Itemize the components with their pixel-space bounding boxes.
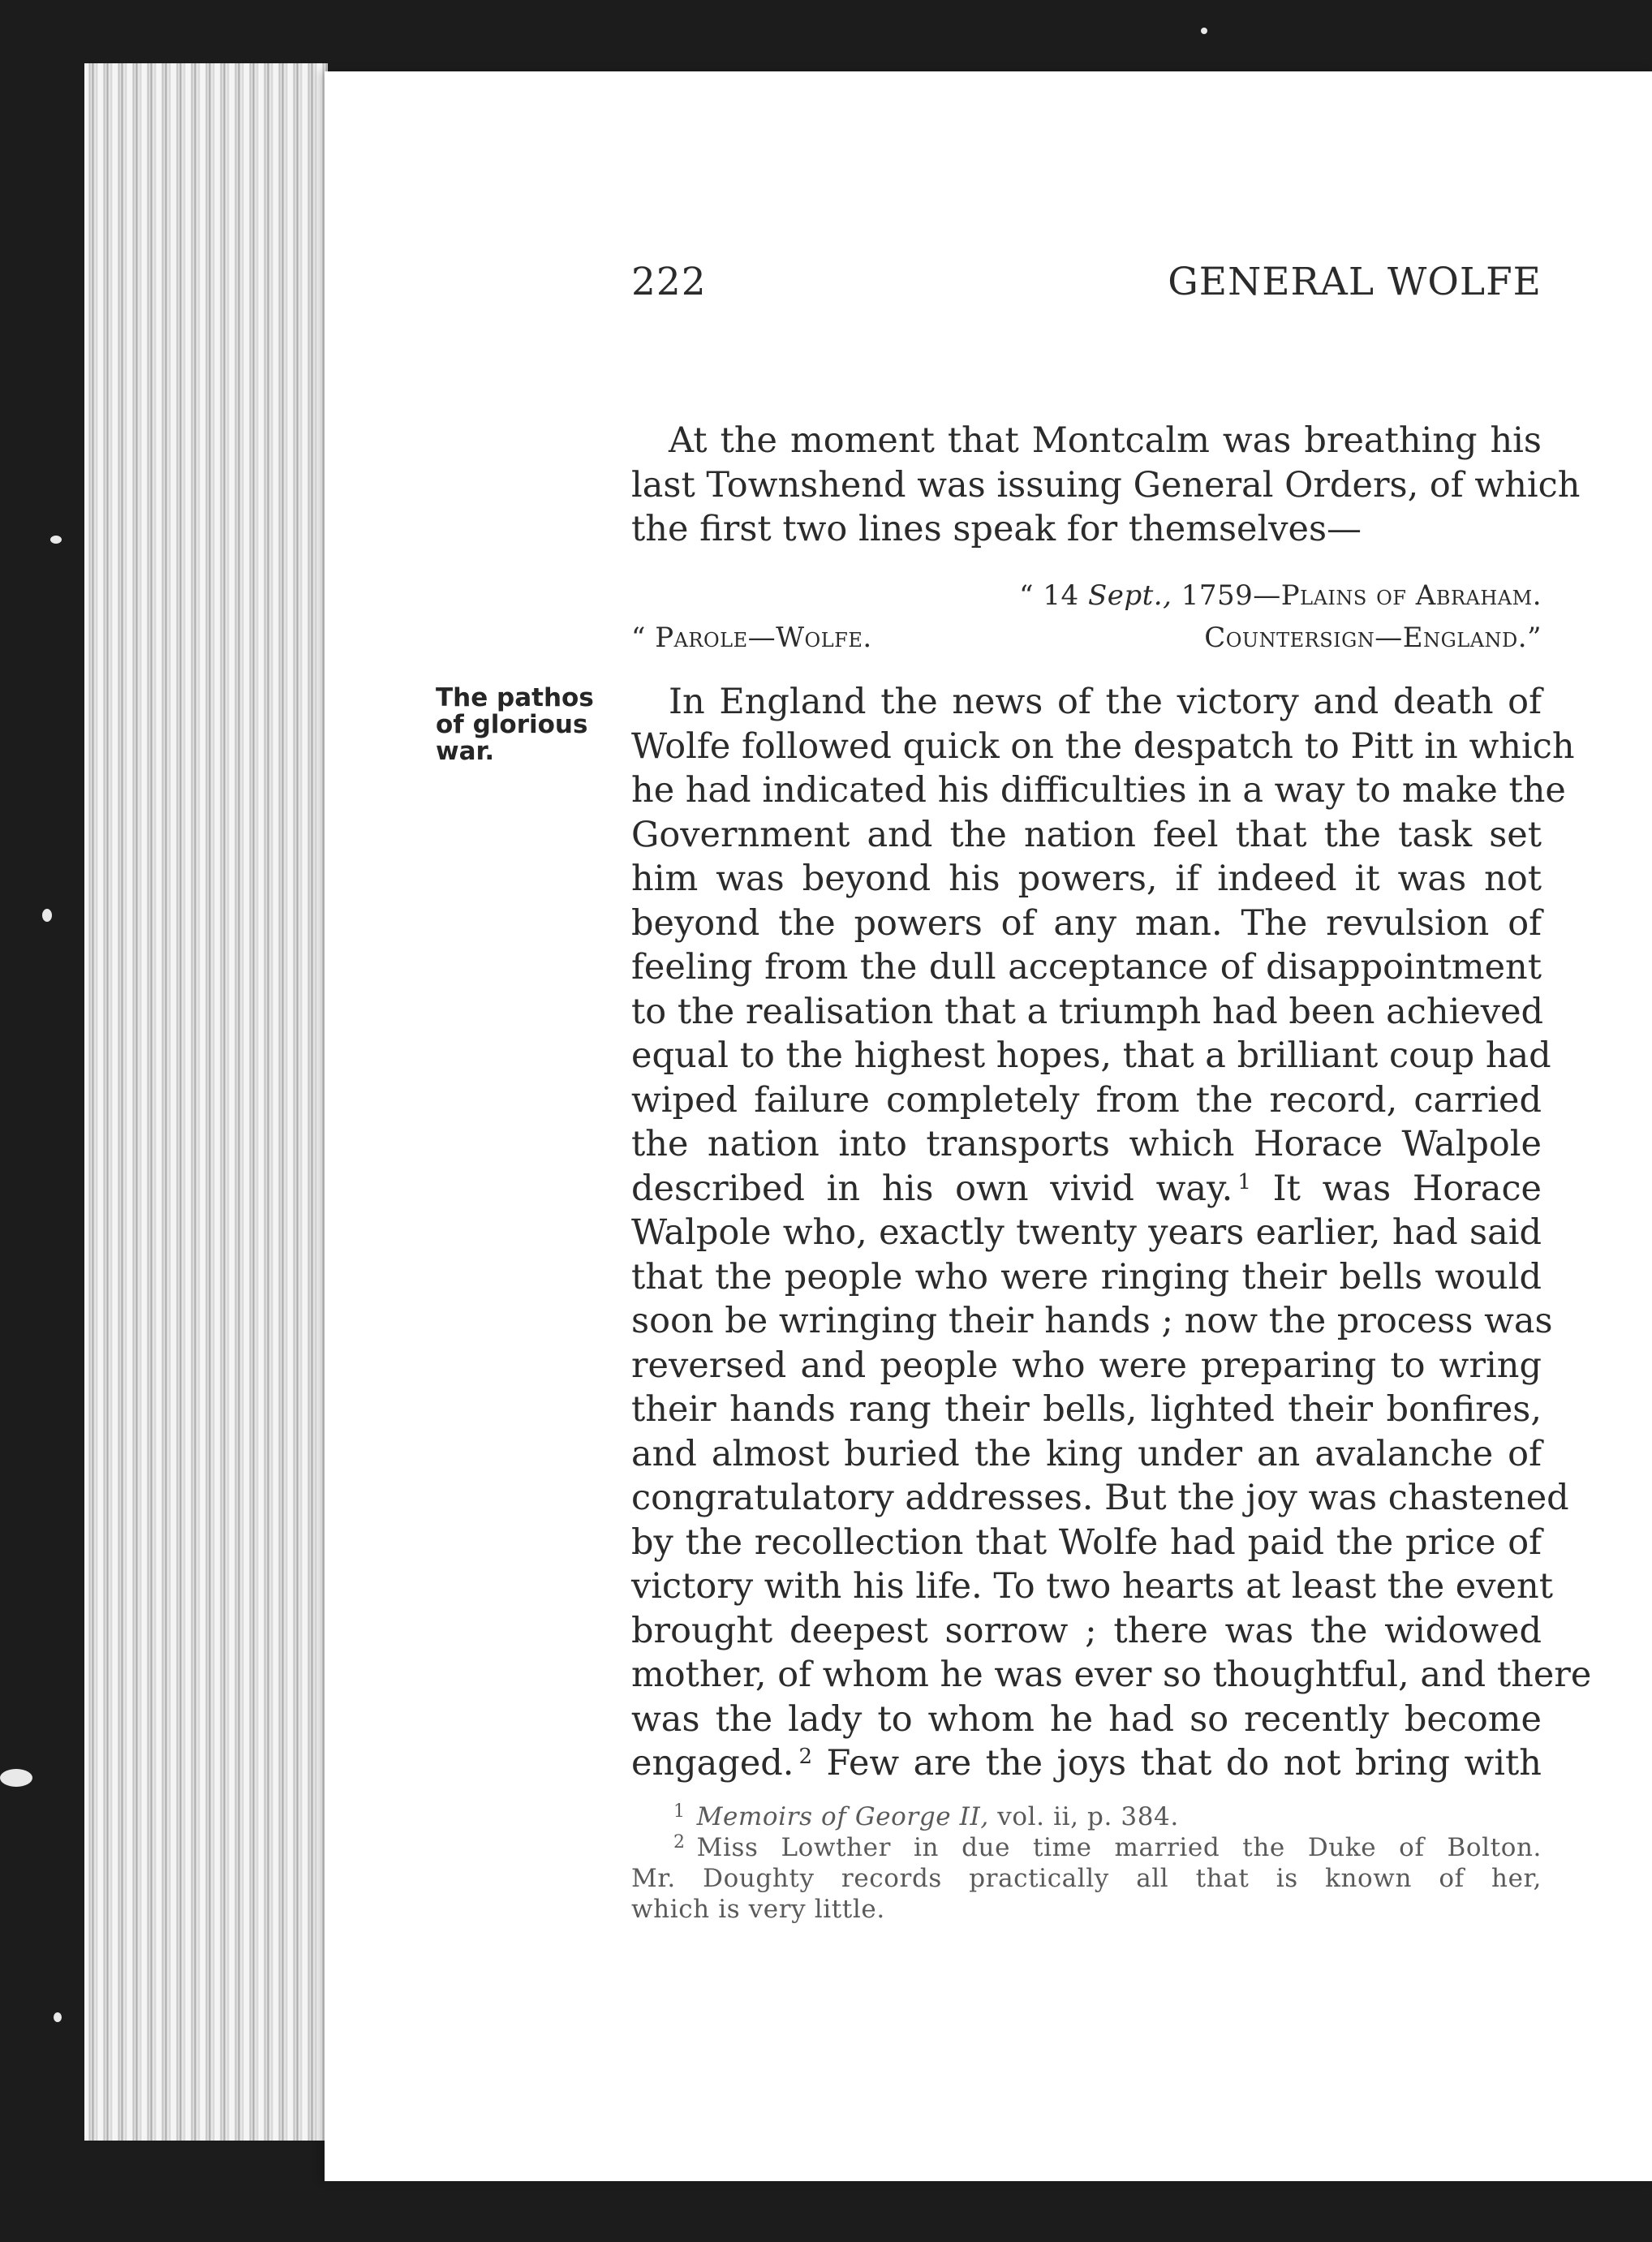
open-quote: “ 14 [1019,579,1088,612]
text-fragment: Few are the joys that do not bring with [812,1743,1542,1784]
text-line: him was beyond his powers, if indeed it was not [631,859,1542,899]
text-line: In England the news of the victory and death of [669,682,1542,722]
book-page [325,71,1652,2181]
text-line: soon be wringing their hands ; now the process was [631,1301,1553,1341]
text-line: and almost buried the king under an avalanche of [631,1433,1542,1474]
dust-speck [50,536,62,544]
footnote-ref-2: 2 [798,1745,813,1769]
marginal-note-line: war. [436,737,495,766]
dust-speck [1201,28,1207,34]
footnote-2-line [631,1832,1542,1863]
text-line: equal to the highest hopes, that a brilliant coup had [631,1035,1551,1076]
text-line: beyond the powers of any man. The revulsion of [631,902,1542,944]
text-line: reversed and people who were preparing to wring [631,1345,1542,1386]
orders-parole: “ Parole—Wolfe. [631,622,872,654]
text-line: the first two lines speak for themselves— [631,509,1362,549]
footnote-mark: 2 [673,1832,686,1853]
text-fragment: described in his own vivid way. [631,1168,1233,1209]
text-line: wiped failure completely from the record, carried [631,1079,1542,1121]
text-line: the nation into transports which Horace Walpole [631,1124,1542,1164]
text-line: mother, of whom he was ever so thoughtful, and there [631,1655,1592,1695]
text-line: their hands rang their bells, lighted their bonfires, [631,1389,1542,1430]
text-fragment: It was Horace [1250,1168,1542,1209]
text-line: that the people who were ringing their bells would [631,1256,1542,1297]
orders-countersign: Countersign—England.” [1204,622,1542,654]
text-line-with-footnote-ref [631,1741,1542,1786]
text-line: by the recollection that Wolfe had paid the price of [631,1521,1542,1563]
text-fragment: engaged. [631,1743,794,1784]
orders-date-line [631,574,1542,617]
text-line: congratulatory addresses. But the joy was chastened [631,1478,1569,1518]
footnote-1 [631,1801,1542,1832]
footnotes [631,1801,1542,1925]
text-line: At the moment that Montcalm was breathing his [669,420,1542,461]
page-edges [84,63,328,2141]
running-head [631,260,1542,316]
orders-year: 1759— [1172,579,1281,612]
footnote-text: Miss Lowther in due time married the Duke of Bolton. [696,1833,1542,1862]
footnote-text: vol. ii, p. 384. [988,1802,1179,1831]
text-line: Government and the nation feel that the task set [631,814,1542,855]
text-line: Walpole who, exactly twenty years earlier, had said [631,1212,1542,1253]
marginal-note-line: The pathos [436,683,594,712]
running-title: GENERAL WOLFE [1168,260,1542,304]
dust-speck [54,2012,62,2022]
text-line: he had indicated his difficulties in a way to make the [631,770,1566,811]
text-line: Wolfe followed quick on the despatch to Pitt in which [631,725,1575,767]
text-line-with-footnote-ref [631,1167,1542,1211]
orders-parole-line [631,617,1542,659]
orders-date: Sept., [1087,579,1172,612]
paragraph-2 [631,680,1592,1786]
text-line: feeling from the dull acceptance of disappointment [631,947,1542,988]
marginal-note [436,685,614,765]
footnote-ref-1: 1 [1237,1169,1251,1194]
text-line: was the lady to whom he had so recently become [631,1698,1542,1740]
page-number: 222 [631,260,707,304]
dust-speck [0,1769,32,1787]
paragraph-1 [631,419,1581,552]
text-line: last Townshend was issuing General Orders, of which [631,464,1581,506]
text-line: brought deepest sorrow ; there was the widowed [631,1610,1542,1651]
orders-place: Plains of Abraham. [1280,579,1542,612]
dust-speck [42,909,52,922]
footnote-mark: 1 [673,1801,686,1822]
general-orders [631,574,1542,659]
footnote-2-line: which is very little. [631,1895,885,1924]
footnote-2-line: Mr. Doughty records practically all that is known of her, [631,1864,1542,1893]
text-line: to the realisation that a triumph had been achieved [631,991,1544,1032]
text-line: victory with his life. To two hearts at least the event [631,1566,1553,1607]
marginal-note-line: of glorious [436,710,588,739]
footnote-title: Memoirs of George II, [696,1802,989,1831]
